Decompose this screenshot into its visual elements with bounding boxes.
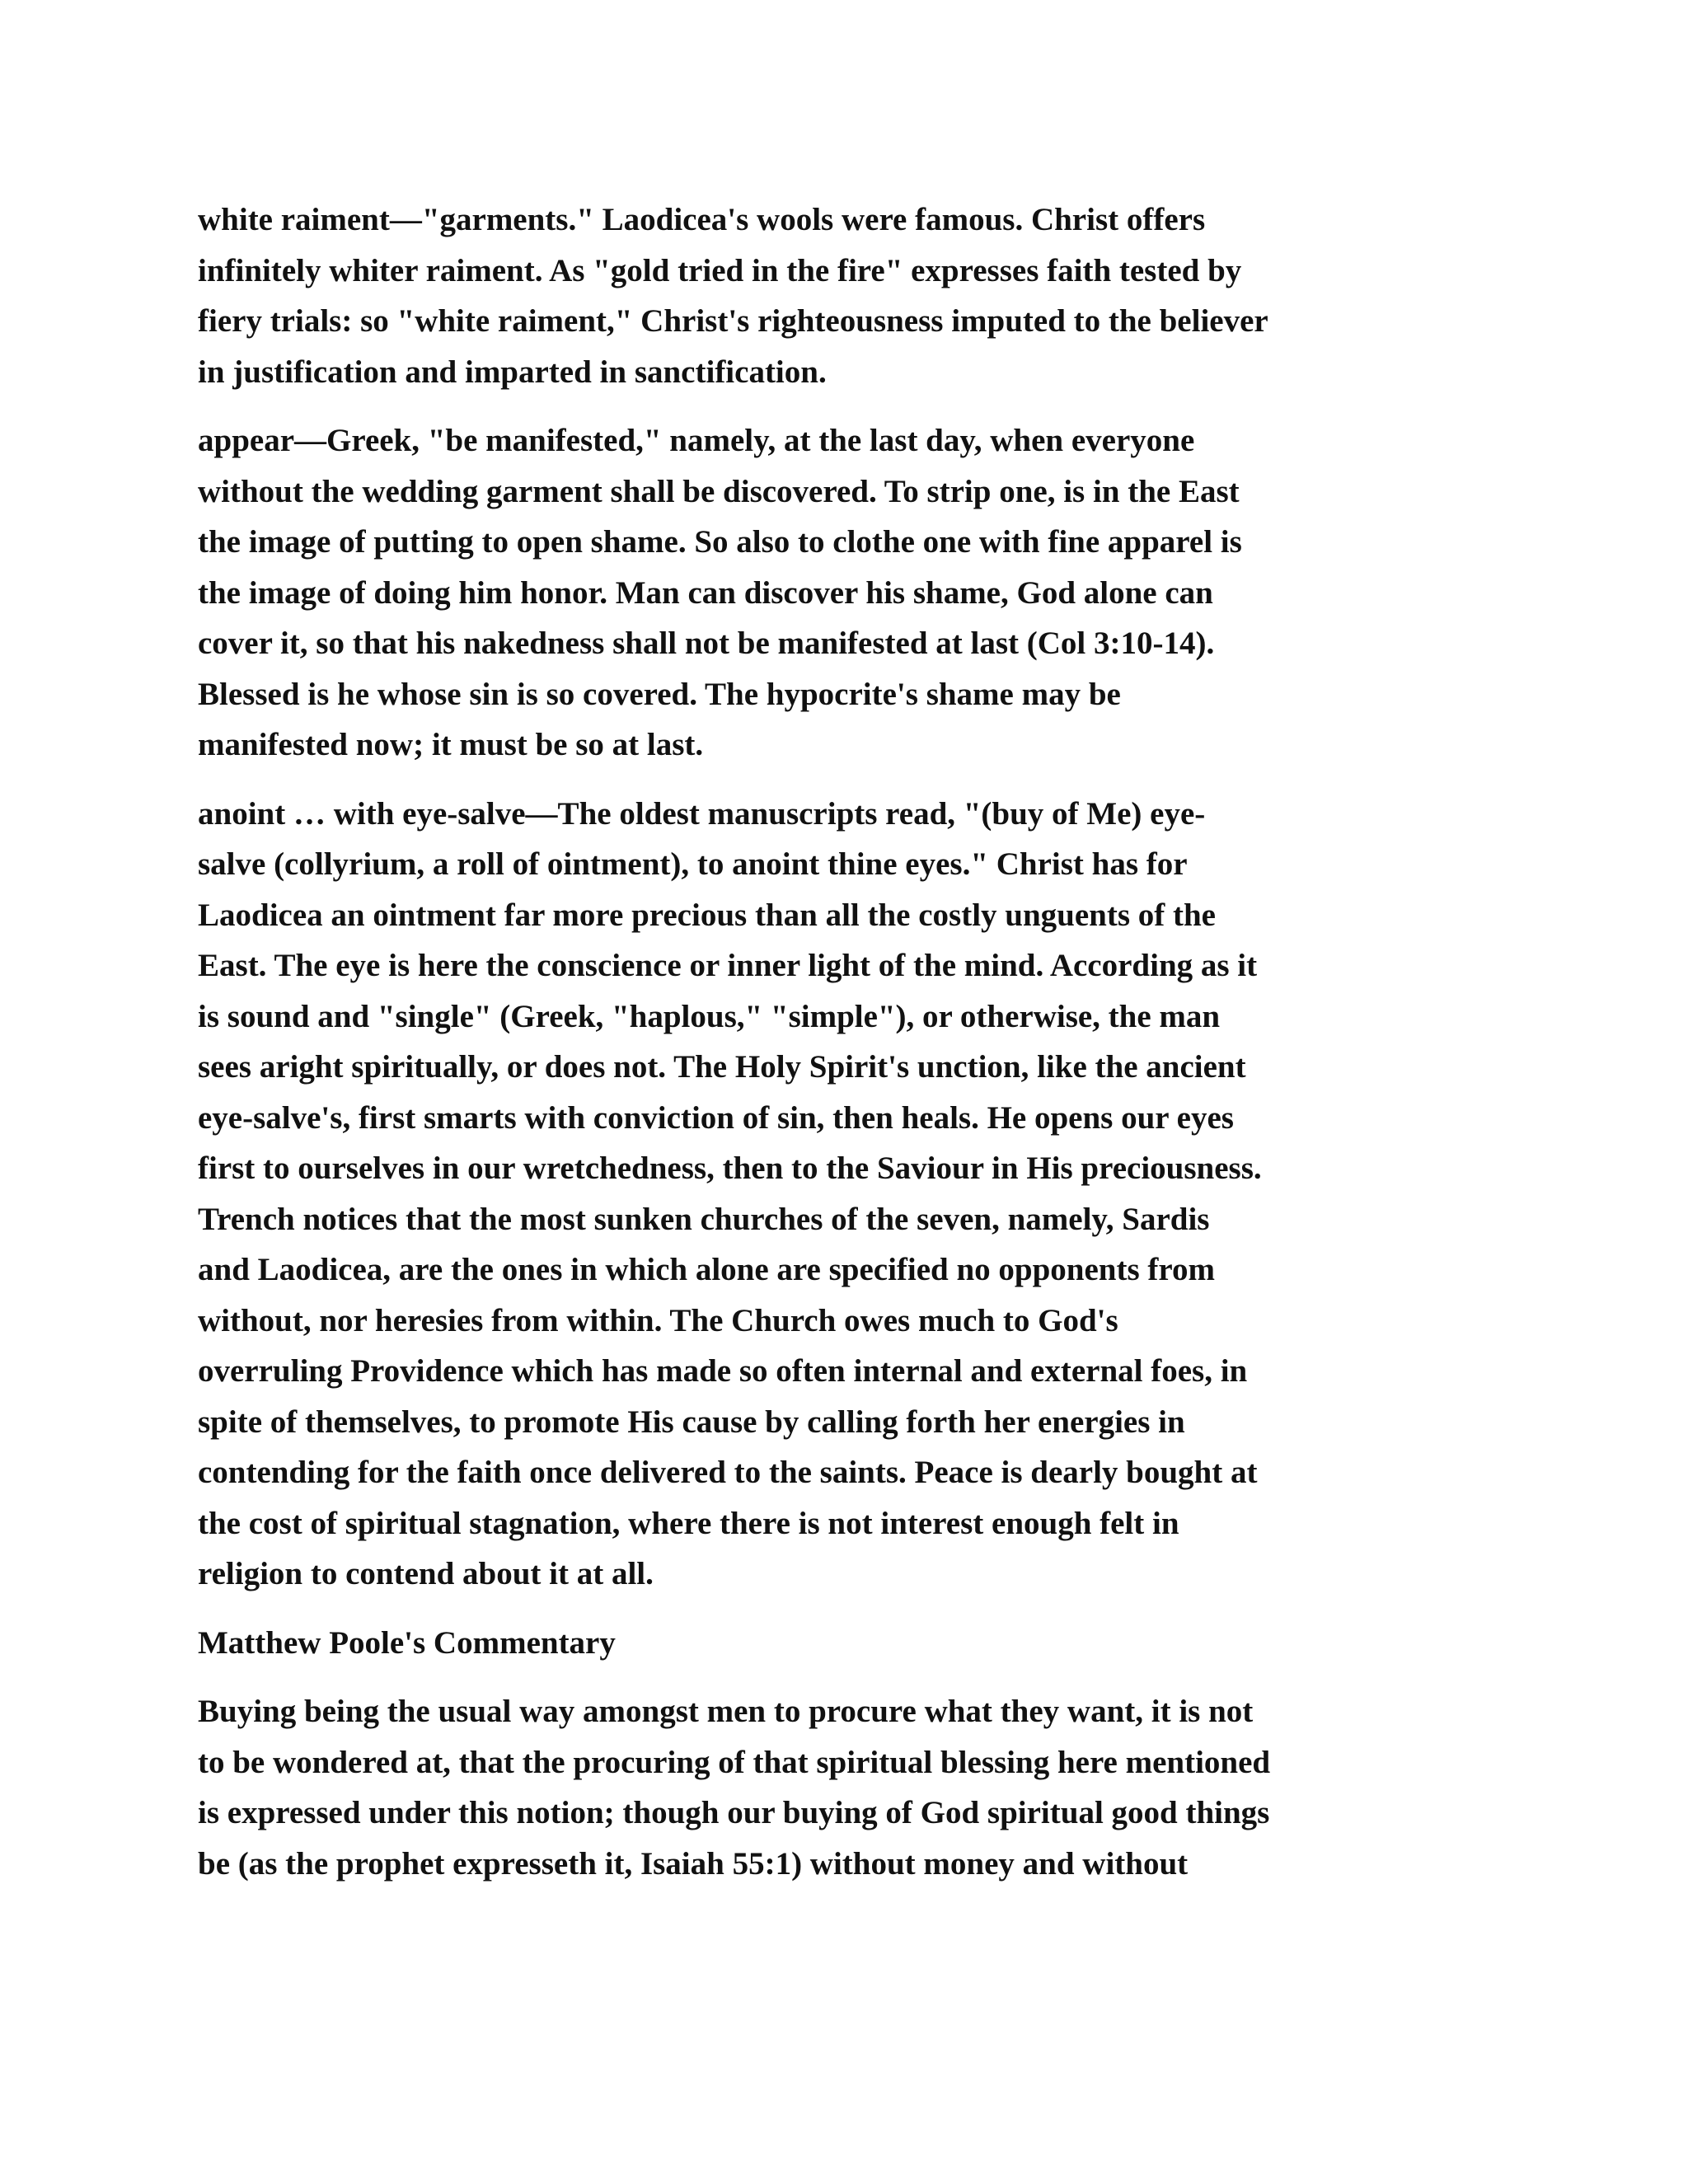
text-line: appear—Greek, "be manifested," namely, at the last day, when everyone [198,423,1195,458]
document-page [198,194,1490,1907]
section-heading-text: Matthew Poole's Commentary [198,1624,616,1661]
text-line: anoint … with eye-salve—The oldest manuscripts read, "(buy of Me) eye- [198,795,1206,832]
text-line: the image of doing him honor. Man can discover his shame, God alone can [198,574,1213,611]
text-line: overruling Providence which has made so often internal and external foes, in [198,1353,1248,1389]
text-line: infinitely whiter raiment. As "gold tried in the fire" expresses faith tested by [198,252,1242,288]
paragraph-anoint [198,789,1490,1600]
text-line: Buying being the usual way amongst men to procure what they want, it is not [198,1694,1254,1729]
paragraph-white-raiment [198,194,1490,397]
text-line: to be wondered at, that the procuring of that spiritual blessing here mentioned [198,1744,1271,1780]
paragraph-buying [198,1686,1490,1889]
text-line: manifested now; it must be so at last. [198,727,704,762]
text-line: Laodicea an ointment far more precious than all the costly unguents of the [198,897,1216,933]
text-line: Trench notices that the most sunken churches of the seven, namely, Sardis [198,1201,1210,1237]
text-line: spite of themselves, to promote His cause by calling forth her energies in [198,1404,1185,1440]
text-line: sees aright spiritually, or does not. The Holy Spirit's unction, like the ancient [198,1049,1246,1085]
text-line: the image of putting to open shame. So also to clothe one with fine apparel is [198,524,1242,560]
text-line: salve (collyrium, a roll of ointment), to anoint thine eyes." Christ has for [198,846,1188,882]
text-line: is expressed under this notion; though our buying of God spiritual good things [198,1795,1270,1830]
text-line: East. The eye is here the conscience or inner light of the mind. According as it [198,948,1258,983]
text-line: religion to contend about it at all. [198,1556,654,1591]
text-line: cover it, so that his nakedness shall not be manifested at last (Col 3:10-14). [198,626,1215,661]
text-line: is sound and "single" (Greek, "haplous," "simple"), or otherwise, the man [198,998,1221,1034]
text-line: first to ourselves in our wretchedness, then to the Saviour in His preciousness. [198,1151,1262,1186]
text-line: without, nor heresies from within. The Church owes much to God's [198,1302,1118,1338]
section-heading [198,1618,1490,1669]
text-line: contending for the faith once delivered to the saints. Peace is dearly bought at [198,1455,1258,1490]
text-line: in justification and imparted in sanctification. [198,354,827,390]
text-line: eye-salve's, first smarts with conviction of sin, then heals. He opens our eyes [198,1099,1234,1136]
paragraph-appear [198,415,1490,771]
text-line: be (as the prophet expresseth it, Isaiah 55:1) without money and without [198,1845,1189,1882]
text-line: the cost of spiritual stagnation, where there is not interest enough felt in [198,1505,1179,1541]
text-line: fiery trials: so "white raiment," Christ's righteousness imputed to the believer [198,303,1268,339]
text-line: without the wedding garment shall be discovered. To strip one, is in the East [198,473,1240,509]
text-line: Blessed is he whose sin is so covered. The hypocrite's shame may be [198,676,1121,712]
text-line: white raiment—"garments." Laodicea's wools were famous. Christ offers [198,202,1206,237]
text-line: and Laodicea, are the ones in which alone are specified no opponents from [198,1252,1215,1287]
